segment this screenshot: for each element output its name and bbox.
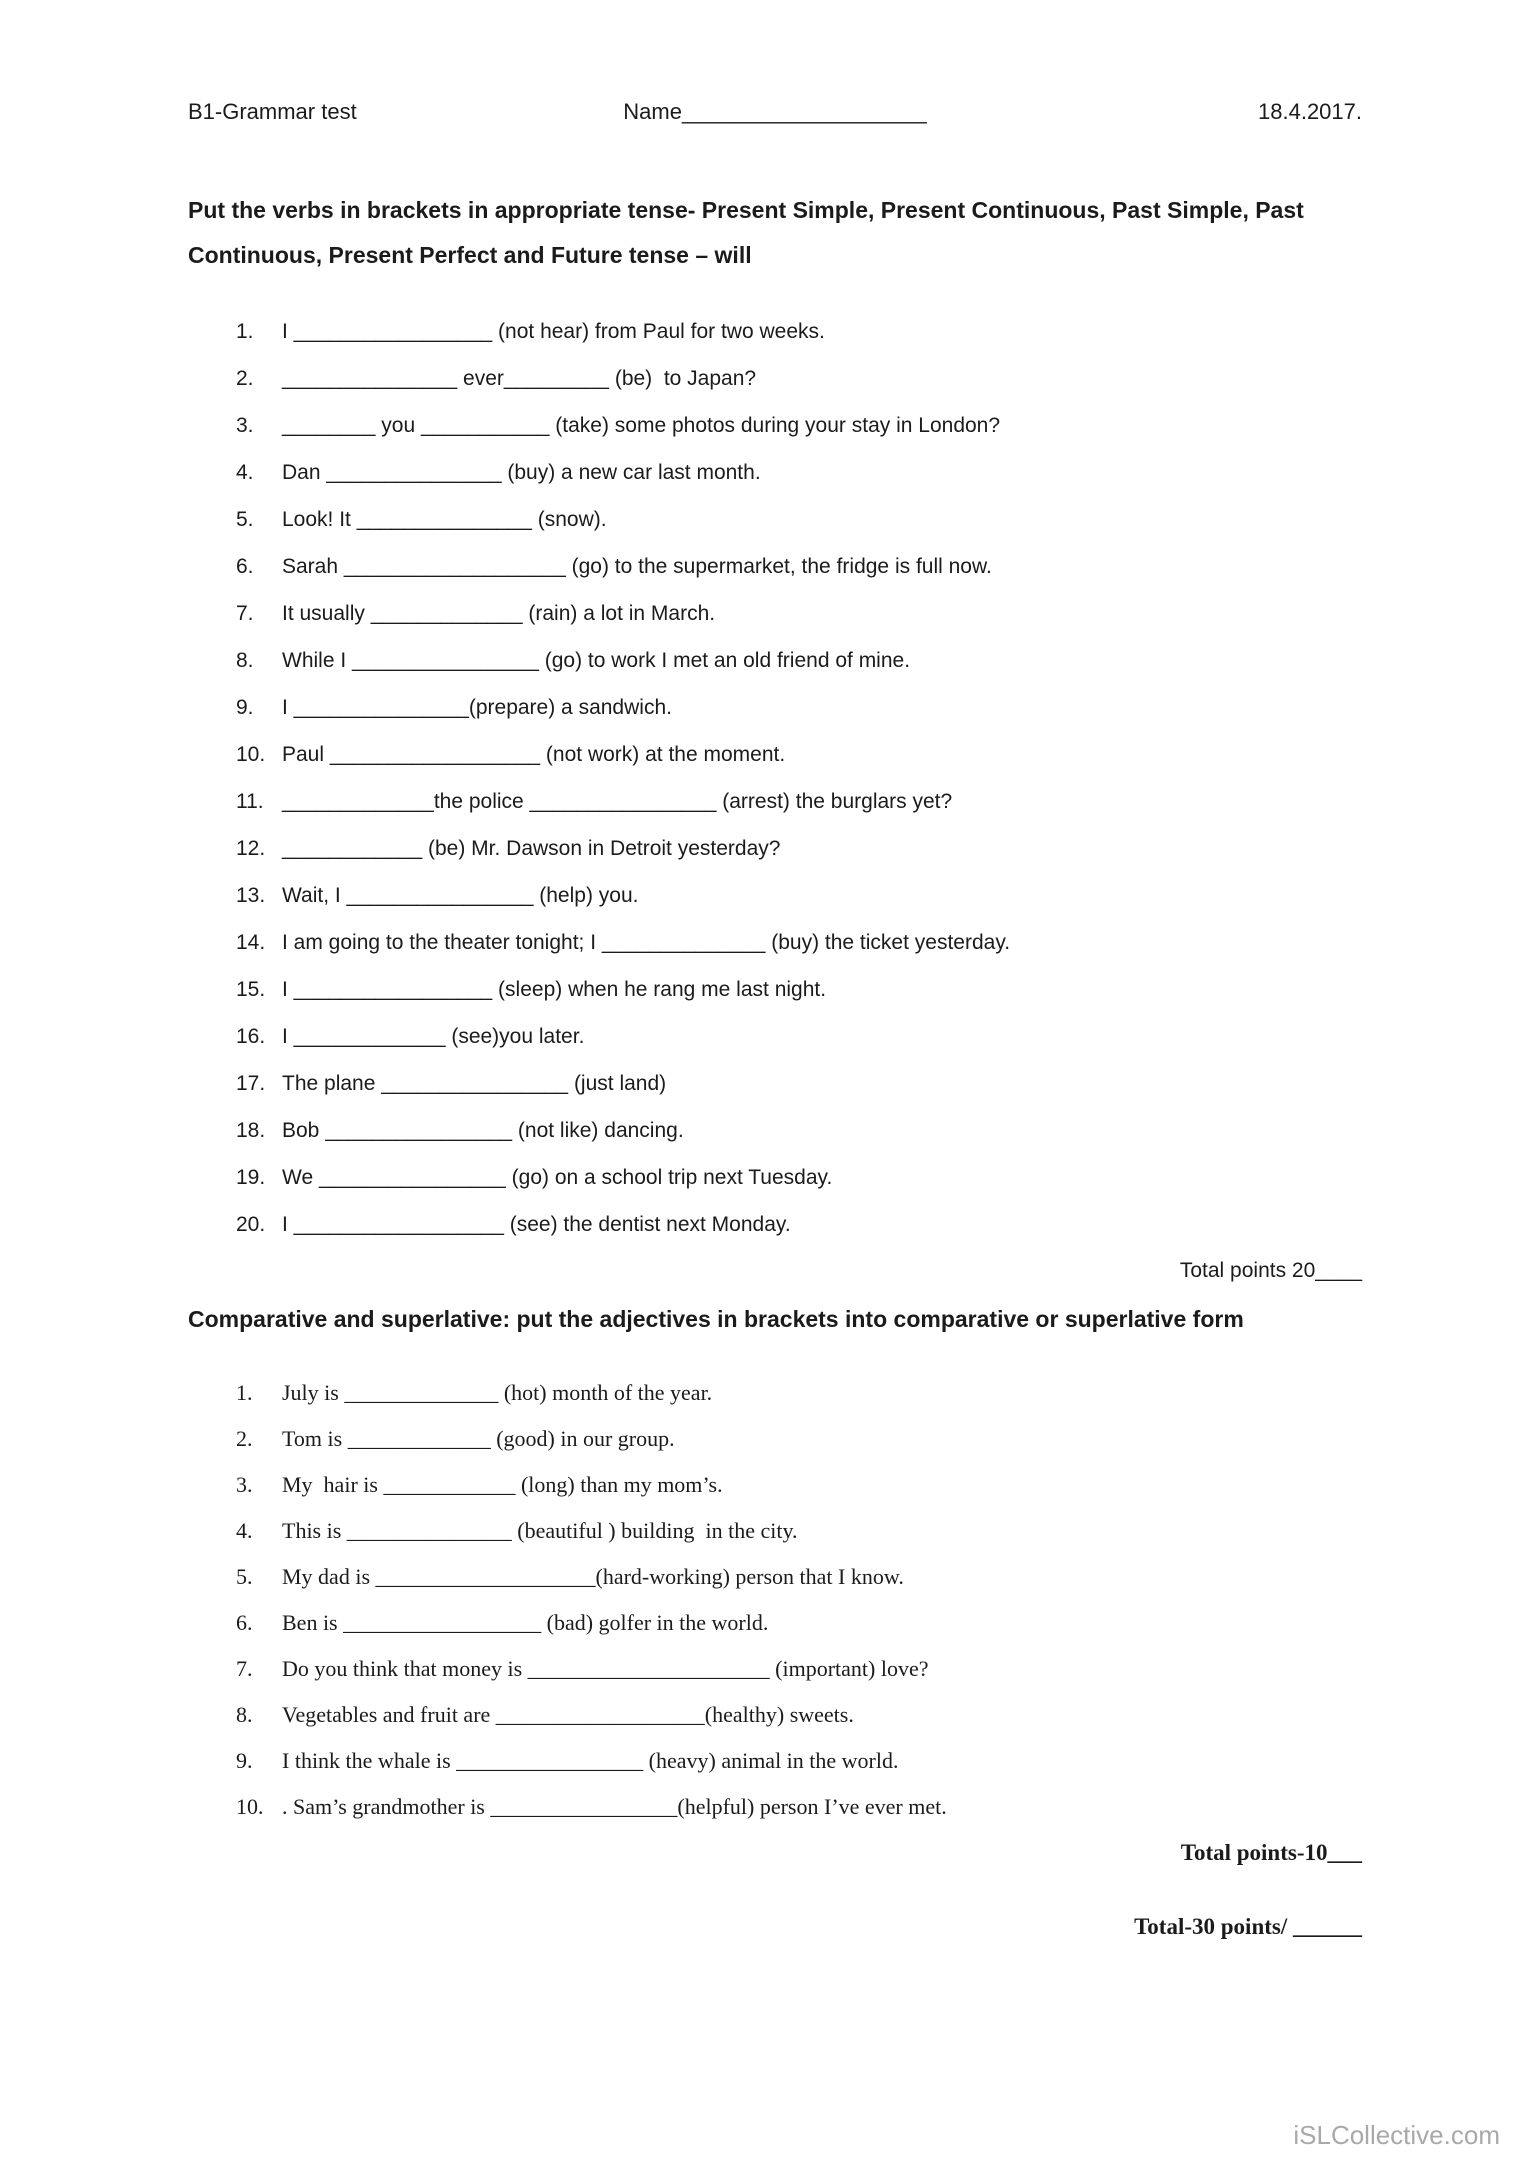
item-number: 3. (236, 1472, 253, 1497)
item-text: My hair is ____________ (long) than my mom’s. (282, 1472, 723, 1497)
item-number: 10. (236, 743, 266, 766)
item-text: Do you think that money is ______________________ (important) love? (282, 1656, 929, 1681)
exercise-item (236, 1107, 1362, 1154)
exercise-item (236, 1646, 1362, 1692)
item-number: 16. (236, 1025, 266, 1048)
item-text: I _________________ (not hear) from Paul for two weeks. (282, 320, 825, 343)
item-number: 12. (236, 837, 266, 860)
item-text: _______________ ever_________ (be) to Japan? (282, 367, 757, 390)
grand-total: Total-30 points/ ______ (1134, 1914, 1362, 1939)
section1-list (188, 308, 1362, 1248)
item-number: 3. (236, 414, 254, 437)
exercise-item (236, 1060, 1362, 1107)
name-field-label: Name____________________ (623, 99, 927, 124)
item-text: ____________ (be) Mr. Dawson in Detroit yesterday? (282, 837, 781, 860)
exercise-item (236, 590, 1362, 637)
document-title: B1-Grammar test (188, 99, 357, 124)
exercise-item (236, 1201, 1362, 1248)
item-text: I _____________ (see)you later. (282, 1025, 585, 1048)
item-number: 18. (236, 1119, 266, 1142)
item-text: Sarah ___________________ (go) to the supermarket, the fridge is full now. (282, 555, 992, 578)
item-number: 7. (236, 602, 254, 625)
item-text: July is ______________ (hot) month of the year. (282, 1380, 713, 1405)
section1-title: Put the verbs in brackets in appropriate tense- Present Simple, Present Continuous, Past Simple, Past Continuous, Present Perfect and Future tense – will (188, 197, 1311, 268)
item-number: 15. (236, 978, 266, 1001)
item-number: 7. (236, 1656, 253, 1681)
exercise-item (236, 402, 1362, 449)
item-text: I think the whale is _________________ (heavy) animal in the world. (282, 1748, 899, 1773)
exercise-item (236, 1554, 1362, 1600)
exercise-item (236, 1508, 1362, 1554)
item-number: 6. (236, 1610, 253, 1635)
section2-total: Total points-10___ (1180, 1840, 1362, 1865)
item-text: Paul __________________ (not work) at the moment. (282, 743, 786, 766)
section2-list (188, 1370, 1362, 1830)
exercise-item (236, 355, 1362, 402)
exercise-item (236, 1416, 1362, 1462)
item-text: Vegetables and fruit are ___________________(healthy) sweets. (282, 1702, 854, 1727)
exercise-item (236, 1600, 1362, 1646)
item-number: 9. (236, 696, 254, 719)
item-text: The plane ________________ (just land) (282, 1072, 667, 1095)
item-text: It usually _____________ (rain) a lot in March. (282, 602, 716, 625)
exercise-item (236, 1738, 1362, 1784)
item-number: 1. (236, 320, 254, 343)
item-text: _____________the police ________________ (arrest) the burglars yet? (282, 790, 953, 813)
item-number: 10. (236, 1794, 264, 1819)
watermark: iSLCollective.com (1293, 2120, 1500, 2150)
item-text: Ben is __________________ (bad) golfer in the world. (282, 1610, 769, 1635)
exercise-item (236, 1370, 1362, 1416)
item-text: I __________________ (see) the dentist next Monday. (282, 1213, 791, 1236)
item-text: My dad is ____________________(hard-working) person that I know. (282, 1564, 904, 1589)
document-date: 18.4.2017. (1258, 99, 1362, 124)
exercise-item (236, 496, 1362, 543)
item-text: I am going to the theater tonight; I ______________ (buy) the ticket yesterday. (282, 931, 1011, 954)
exercise-item (236, 449, 1362, 496)
exercise-item (236, 872, 1362, 919)
exercise-item (236, 684, 1362, 731)
item-text: Bob ________________ (not like) dancing. (282, 1119, 684, 1142)
item-number: 2. (236, 367, 254, 390)
item-text: While I ________________ (go) to work I met an old friend of mine. (282, 649, 911, 672)
exercise-item (236, 966, 1362, 1013)
item-number: 20. (236, 1213, 266, 1236)
exercise-item (236, 919, 1362, 966)
item-number: 8. (236, 649, 254, 672)
item-number: 17. (236, 1072, 266, 1095)
exercise-item (236, 308, 1362, 355)
item-number: 6. (236, 555, 254, 578)
section2-title: Comparative and superlative: put the adjectives in brackets into comparative or superlative form (188, 1306, 1244, 1332)
item-number: 13. (236, 884, 266, 907)
item-number: 4. (236, 461, 254, 484)
item-number: 8. (236, 1702, 253, 1727)
item-number: 1. (236, 1380, 253, 1405)
section1-total: Total points 20____ (1179, 1259, 1362, 1282)
item-text: Tom is _____________ (good) in our group. (282, 1426, 675, 1451)
item-text: Wait, I ________________ (help) you. (282, 884, 639, 907)
item-number: 9. (236, 1748, 253, 1773)
exercise-item (236, 543, 1362, 590)
item-number: 4. (236, 1518, 253, 1543)
item-text: Dan _______________ (buy) a new car last month. (282, 461, 761, 484)
exercise-item (236, 731, 1362, 778)
exercise-item (236, 1692, 1362, 1738)
item-number: 14. (236, 931, 266, 954)
item-text: . Sam’s grandmother is _________________(helpful) person I’ve ever met. (282, 1794, 947, 1819)
item-text: ________ you ___________ (take) some photos during your stay in London? (282, 414, 1001, 437)
item-number: 5. (236, 508, 254, 531)
exercise-item (236, 1784, 1362, 1830)
item-number: 19. (236, 1166, 266, 1189)
exercise-item (236, 1013, 1362, 1060)
exercise-item (236, 1462, 1362, 1508)
item-text: I _________________ (sleep) when he rang me last night. (282, 978, 827, 1001)
item-text: I _______________(prepare) a sandwich. (282, 696, 672, 719)
exercise-item (236, 778, 1362, 825)
item-number: 2. (236, 1426, 253, 1451)
document-header (188, 98, 1362, 126)
item-text: Look! It _______________ (snow). (282, 508, 607, 531)
exercise-item (236, 637, 1362, 684)
item-number: 5. (236, 1564, 253, 1589)
item-number: 11. (236, 790, 264, 813)
item-text: This is _______________ (beautiful ) building in the city. (282, 1518, 798, 1543)
exercise-item (236, 825, 1362, 872)
item-text: We ________________ (go) on a school trip next Tuesday. (282, 1166, 833, 1189)
exercise-item (236, 1154, 1362, 1201)
